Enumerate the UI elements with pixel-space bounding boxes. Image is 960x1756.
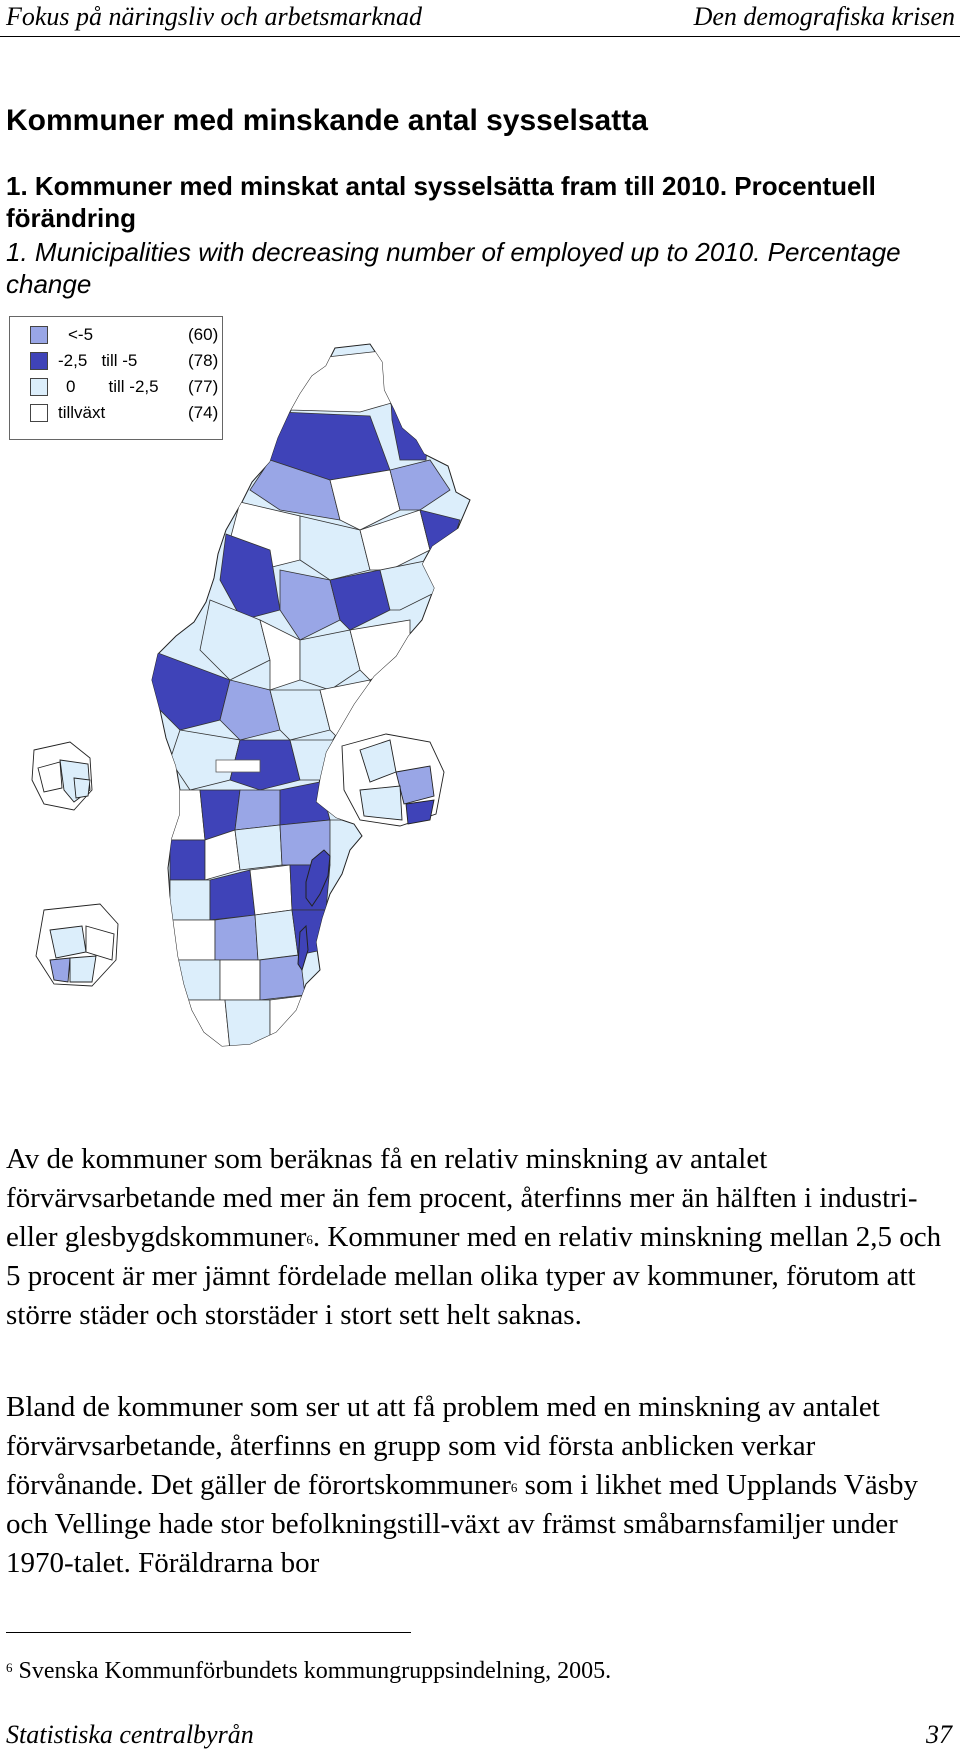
paragraph-1-text-b: . Kommuner med en relativ minskning mellan 2,5 och 5 procent är mer jämnt fördelade mellan olika typer av kommuner, förutom att större städer och storstäder i stort sett helt saknas. bbox=[6, 1221, 942, 1331]
legend-count: (74) bbox=[188, 403, 219, 422]
sweden-mainland bbox=[150, 344, 470, 1050]
paragraph-1 bbox=[6, 1140, 956, 1335]
footnote-ref: 6 bbox=[306, 1232, 313, 1247]
header-chapter: Den demografiska krisen bbox=[693, 2, 955, 31]
paragraph-2-text-a: Bland de kommuner som ser ut att få problem med en minskning av antalet förvärvsarbetande, återfinns en grupp som vid första anblicken verkar förvånande. Det gäller de förortskommuner bbox=[6, 1391, 880, 1501]
page-number: 37 bbox=[926, 1720, 952, 1749]
footnote-ref: 6 bbox=[510, 1480, 518, 1495]
legend-count: (77) bbox=[188, 377, 219, 396]
figure-subtitle: 1. Municipalities with decreasing number of employed up to 2010. Percentage change bbox=[6, 237, 901, 299]
page-header bbox=[0, 0, 960, 37]
legend-range: -2,5 till -5 bbox=[58, 351, 138, 370]
footer-publisher: Statistiska centralbyrån bbox=[6, 1720, 254, 1749]
legend-range: <-5 bbox=[68, 325, 94, 344]
page-footer bbox=[0, 1720, 960, 1750]
paragraph-2-text-b: som i likhet med Upplands Väsby och Vellinge hade stor befolkningstill-växt av främst småbarnsfamiljer under 1970-talet. Föräldrarna bor bbox=[6, 1469, 919, 1579]
paragraph-2 bbox=[6, 1388, 956, 1583]
inset-map-west bbox=[32, 742, 92, 810]
inset-map-stockholm bbox=[342, 734, 444, 826]
footnote-rule bbox=[6, 1632, 411, 1633]
legend-range: tillväxt bbox=[58, 403, 106, 422]
footnote-marker: 6 bbox=[6, 1660, 13, 1675]
paragraph-1-text-a: Av de kommuner som beräknas få en relativ minskning av antalet förvärvsarbetande med mer än fem procent, återfinns mer än hälften i industri- eller glesbygdskommuner bbox=[6, 1143, 918, 1253]
inset-map-malmo bbox=[36, 904, 118, 986]
section-title: Kommuner med minskande antal sysselsatta bbox=[6, 104, 648, 137]
footnote-text: Svenska Kommunförbundets kommungruppsindelning, 2005. bbox=[12, 1658, 612, 1684]
sweden-municipality-map bbox=[30, 320, 510, 1120]
legend-count: (60) bbox=[188, 325, 219, 344]
footnote bbox=[6, 1658, 611, 1685]
legend-range: 0 till -2,5 bbox=[66, 377, 159, 396]
figure-title: 1. Kommuner med minskat antal sysselsätta fram till 2010. Procentuell förändring bbox=[6, 171, 876, 233]
header-publication: Fokus på näringsliv och arbetsmarknad bbox=[6, 2, 422, 31]
legend-count: (78) bbox=[188, 351, 219, 370]
